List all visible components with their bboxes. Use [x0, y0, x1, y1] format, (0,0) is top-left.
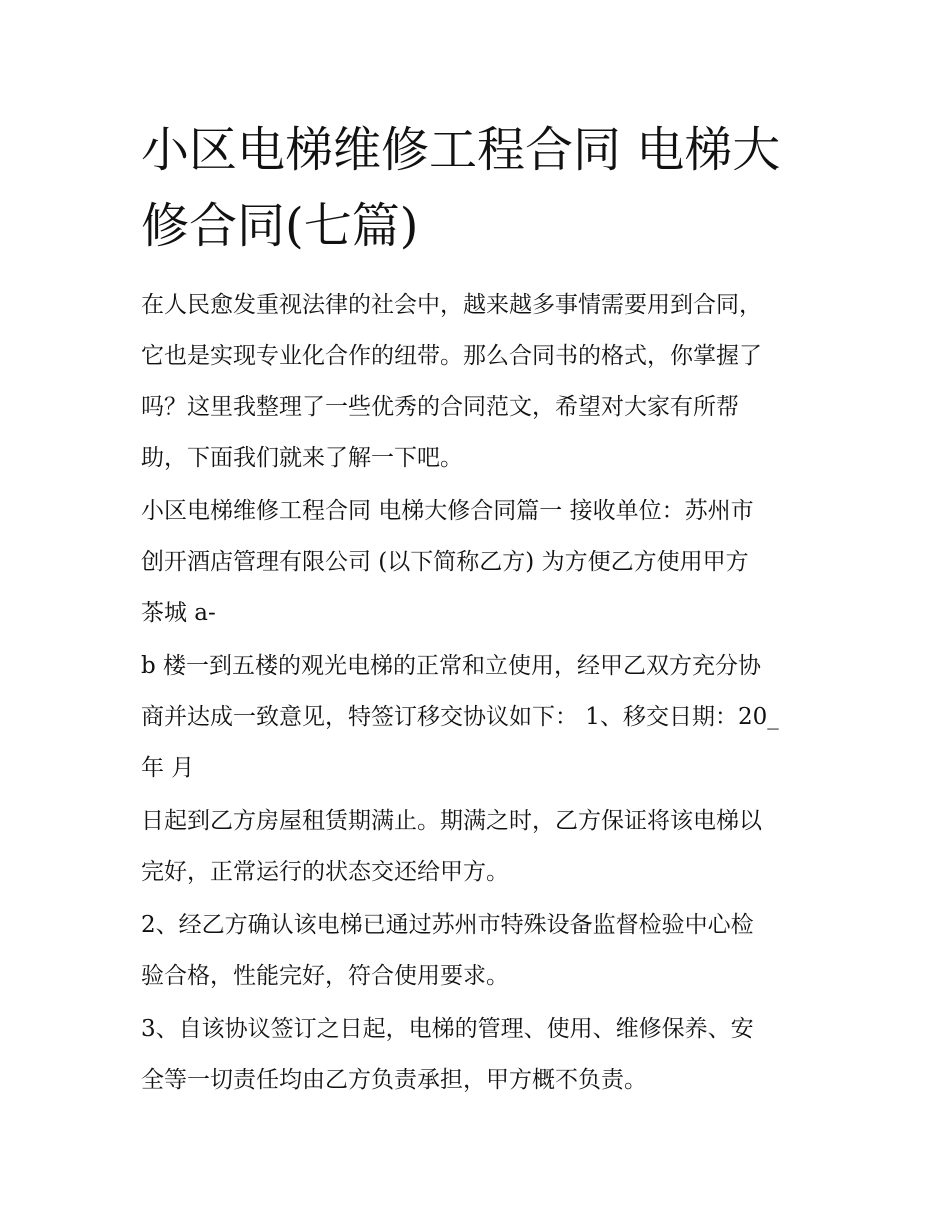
text-line: 商并达成一致意见，特签订移交协议如下： 1、移交日期：20_	[141, 704, 779, 730]
term-paragraph	[141, 796, 821, 898]
text-line: b 楼一到五楼的观光电梯的正常和立使用，经甲乙双方充分协	[141, 653, 762, 679]
document-page	[141, 112, 821, 1108]
text-line: 日起到乙方房屋租赁期满止。期满之时，乙方保证将该电梯以	[141, 808, 762, 834]
text-line: 验合格，性能完好，符合使用要求。	[141, 963, 509, 989]
text-line: 小区电梯维修工程合同 电梯大修合同篇一 接收单位：苏州市	[141, 498, 754, 524]
text-line: 它也是实现专业化合作的纽带。那么合同书的格式，你掌握了	[141, 343, 762, 369]
text-line: 助，下面我们就来了解一下吧。	[141, 445, 463, 471]
text-line: 茶城 a-	[141, 600, 216, 626]
text-line: 年 月	[141, 755, 195, 781]
text-line: 3、自该协议签订之日起，电梯的管理、使用、维修保养、安	[141, 1016, 754, 1042]
intro-paragraph	[141, 280, 821, 484]
text-line: 吗？这里我整理了一些优秀的合同范文，希望对大家有所帮	[141, 394, 739, 420]
text-line: 全等一切责任均由乙方负责承担，甲方概不负责。	[141, 1067, 647, 1093]
text-line: 完好，正常运行的状态交还给甲方。	[141, 859, 509, 885]
title-line: 修合同(七篇)	[141, 198, 419, 254]
agreement-paragraph	[141, 641, 821, 794]
text-line: 创开酒店管理有限公司 (以下简称乙方) 为方便乙方使用甲方	[141, 549, 749, 575]
clause-3-paragraph	[141, 1004, 821, 1106]
text-line: 在人民愈发重视法律的社会中，越来越多事情需要用到合同，	[141, 292, 762, 318]
document-title	[141, 112, 821, 264]
clause-2-paragraph	[141, 900, 821, 1002]
title-line: 小区电梯维修工程合同 电梯大	[141, 122, 781, 178]
text-line: 2、经乙方确认该电梯已通过苏州市特殊设备监督检验中心检	[141, 912, 754, 938]
contract-heading-paragraph	[141, 486, 821, 639]
document-body	[141, 280, 821, 1106]
